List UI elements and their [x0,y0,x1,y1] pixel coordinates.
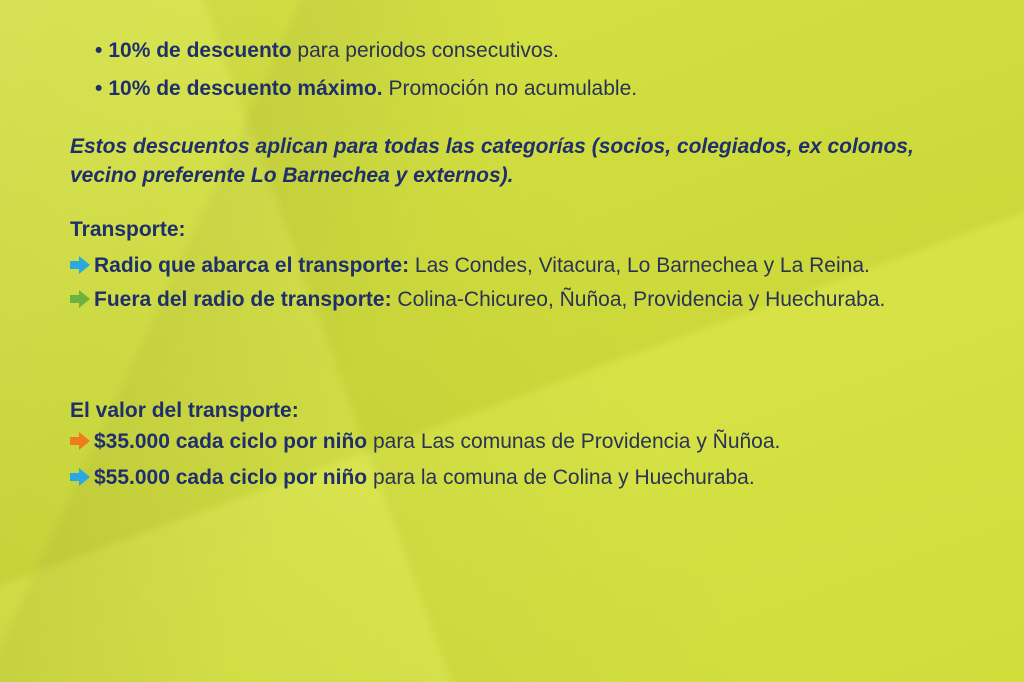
transport-value-text: para Las comunas de Providencia y Ñuñoa. [367,430,781,453]
transport-outside-text: Colina-Chicureo, Ñuñoa, Providencia y Huechuraba. [391,288,886,311]
bullet-dot: • [95,39,103,62]
transport-radius-item [70,252,970,280]
transport-radius-text: Las Condes, Vitacura, Lo Barnechea y La Reina. [409,254,870,277]
discount-bold-text: 10% de descuento [108,39,292,62]
transport-value-colina [70,464,970,492]
arrow-right-icon [70,290,90,308]
transport-outside-label: Fuera del radio de transporte: [94,288,392,311]
discount-text: para periodos consecutivos. [291,39,559,62]
transport-value-price: $35.000 cada ciclo por niño [94,430,368,453]
discount-note: Estos descuentos aplican para todas las categorías (socios, colegiados, ex colonos, vecino preferente Lo Barnechea y externos). [70,135,914,187]
discount-item-max [95,76,637,102]
arrow-right-icon [70,468,90,486]
transport-value-providencia [70,428,970,456]
discount-bold-text: 10% de descuento máximo. [108,77,383,100]
transport-value-text: para la comuna de Colina y Huechuraba. [367,466,755,489]
arrow-right-icon [70,432,90,450]
bullet-dot: • [95,77,103,100]
discount-item-consecutive [95,38,559,64]
transport-outside-item [70,286,894,314]
transport-value-price: $55.000 cada ciclo por niño [94,466,368,489]
arrow-right-icon [70,256,90,274]
transport-radius-label: Radio que abarca el transporte: [94,254,410,277]
transport-value-heading: El valor del transporte: [70,399,299,422]
discount-text: Promoción no acumulable. [382,77,638,100]
transport-heading: Transporte: [70,218,186,241]
